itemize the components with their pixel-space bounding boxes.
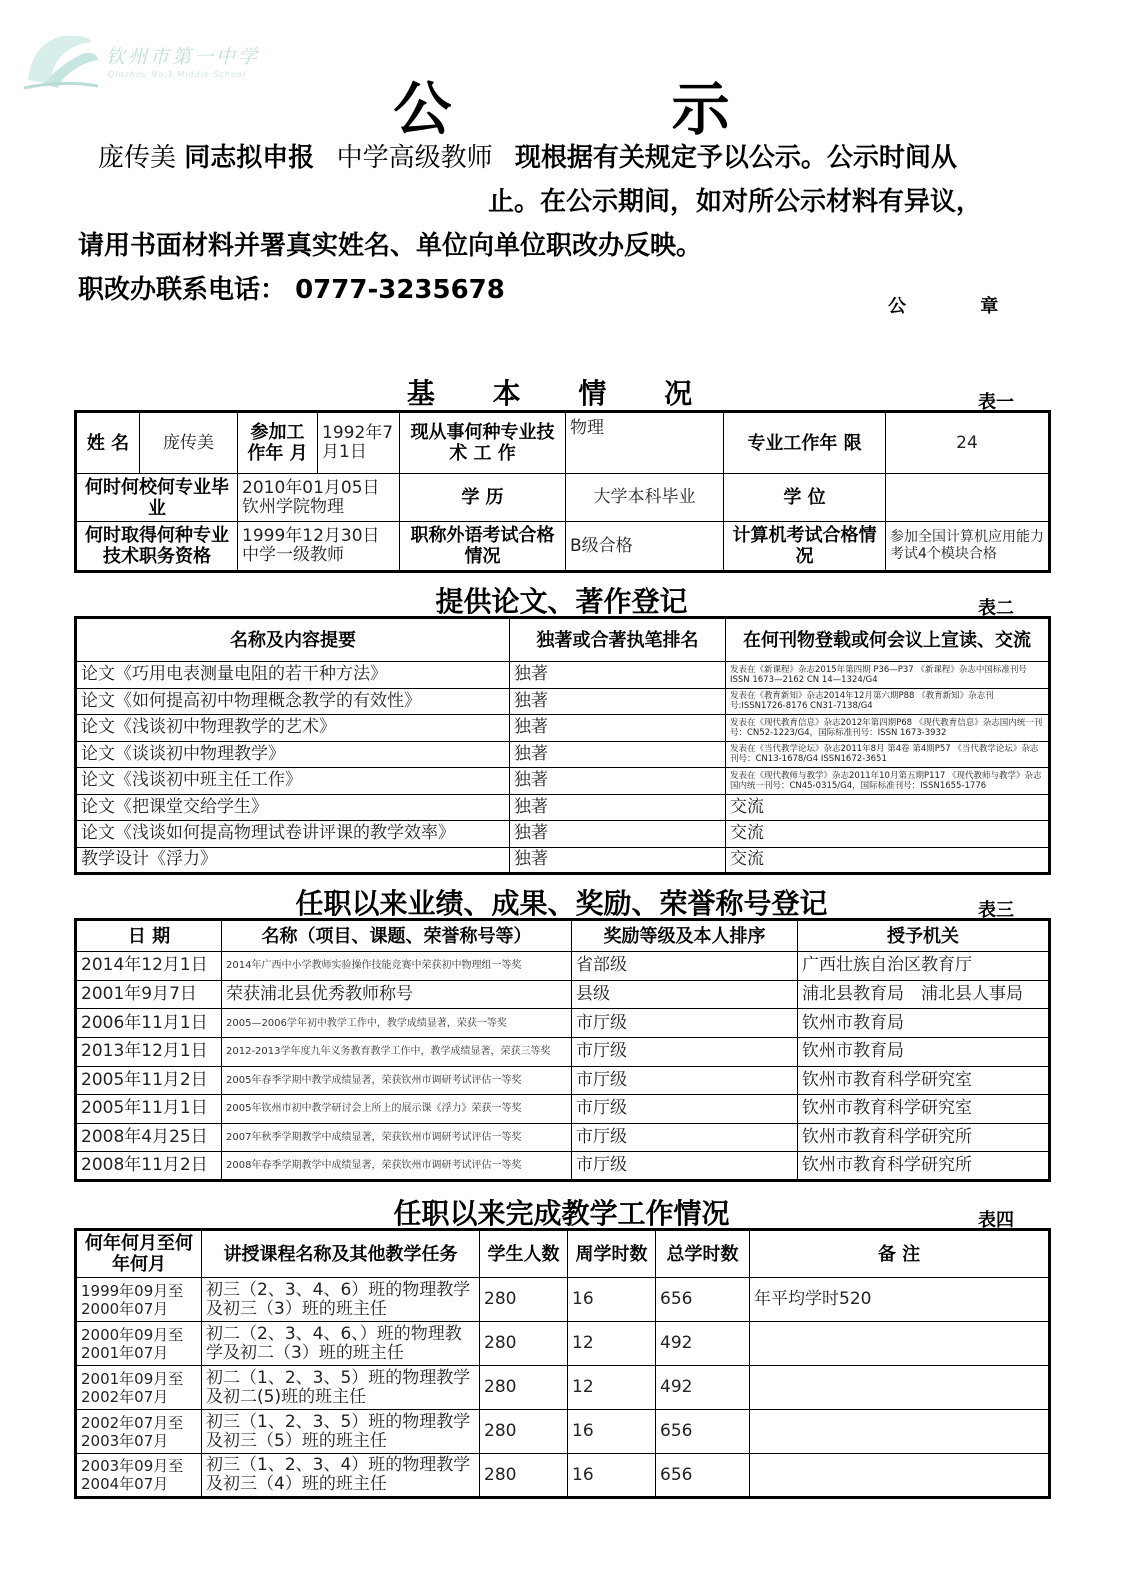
teaching-course: 初二（2、3、4、6、）班的物理教学及初二（3）班的班主任 <box>202 1322 480 1366</box>
header-period: 何年何月至何年何月 <box>76 1230 202 1278</box>
paper-authorship: 独著 <box>510 821 726 848</box>
teaching-total-hours: 492 <box>656 1366 750 1410</box>
value-work-years: 24 <box>886 412 1050 474</box>
award-level: 市厅级 <box>572 1009 798 1038</box>
award-name: 2014年广西中小学教师实验操作技能竞赛中荣获初中物理组一等奖 <box>222 952 572 981</box>
award-date: 2005年11月1日 <box>76 1095 222 1124</box>
award-authority: 钦州市教育科学研究室 <box>798 1095 1050 1124</box>
header-paper-name: 名称及内容提要 <box>76 618 510 662</box>
teaching-students: 280 <box>480 1366 568 1410</box>
teaching-period: 2002年07月至2003年07月 <box>76 1410 202 1454</box>
awards-table <box>74 918 1051 1182</box>
table-row <box>76 522 1050 572</box>
notice-line-4 <box>78 270 505 310</box>
notice-line-3: 请用书面材料并署真实姓名、单位向单位职改办反映。 <box>78 231 703 261</box>
teaching-remarks: 年平均学时520 <box>750 1278 1050 1322</box>
paper-publication: 交流 <box>726 847 1050 874</box>
label-graduation: 何时何校何专业毕 业 <box>76 474 238 522</box>
paper-title: 论文《如何提高初中物理概念教学的有效性》 <box>76 688 510 715</box>
teaching-weekly-hours: 12 <box>568 1322 656 1366</box>
value-name: 庞传美 <box>140 412 238 474</box>
phone-number: 0777-3235678 <box>295 275 505 305</box>
award-authority: 钦州市教育局 <box>798 1037 1050 1066</box>
award-name: 2005年钦州市初中教学研讨会上所上的展示课《浮力》荣获一等奖 <box>222 1095 572 1124</box>
teaching-students: 280 <box>480 1322 568 1366</box>
table-row <box>76 474 1050 522</box>
award-level: 市厅级 <box>572 1095 798 1124</box>
award-date: 2005年11月2日 <box>76 1066 222 1095</box>
paper-publication: 发表在《当代教学论坛》杂志2011年8月 第4卷 第4期P57 《当代教学论坛》杂志 刊号：CN13-1678/G4 ISSN1672-3651 <box>726 741 1050 768</box>
table-row <box>76 688 1050 715</box>
teaching-course: 初三（1、2、3、5）班的物理教学及初三（5）班的班主任 <box>202 1410 480 1454</box>
paper-publication: 发表在《教育新知》杂志2014年12月第六期P88 《教育新知》杂志刊号:ISSN1726-8176 CN31-7138/G4 <box>726 688 1050 715</box>
header-award-name: 名称（项目、课题、荣誉称号等） <box>222 920 572 952</box>
award-name: 荣获浦北县优秀教师称号 <box>222 980 572 1009</box>
table-row <box>76 1037 1050 1066</box>
notice-name: 庞传美 <box>98 143 177 173</box>
section1-tag: 表一 <box>978 392 1014 413</box>
teaching-course: 初三（2、3、4、6）班的物理教学及初三（3）班的班主任 <box>202 1278 480 1322</box>
header-award-level: 奖励等级及本人排序 <box>572 920 798 952</box>
teaching-total-hours: 656 <box>656 1454 750 1498</box>
award-name: 2005年春季学期中教学成绩显著，荣获钦州市调研考试评估一等奖 <box>222 1066 572 1095</box>
header-weekly-hours: 周学时数 <box>568 1230 656 1278</box>
section4-tag: 表四 <box>978 1210 1014 1231</box>
basic-info-table <box>74 410 1051 573</box>
paper-title: 论文《浅谈初中班主任工作》 <box>76 768 510 795</box>
table-row <box>76 662 1050 689</box>
table-row <box>76 412 1050 474</box>
header-date: 日 期 <box>76 920 222 952</box>
official-seal-label: 公 章 <box>888 296 1033 317</box>
table-row <box>76 794 1050 821</box>
teaching-remarks <box>750 1454 1050 1498</box>
teaching-weekly-hours: 16 <box>568 1410 656 1454</box>
paper-publication: 发表在《现代教师与教学》杂志2011年10月第五期P117 《现代教师与教学》杂志 国内统一刊号：CN45-0315/G4，国际标准刊号：ISSN1655-1776 <box>726 768 1050 795</box>
teaching-weekly-hours: 12 <box>568 1366 656 1410</box>
award-level: 市厅级 <box>572 1066 798 1095</box>
award-authority: 浦北县教育局 浦北县人事局 <box>798 980 1050 1009</box>
label-name: 姓 名 <box>76 412 140 474</box>
award-name: 2012-2013学年度九年义务教育教学工作中，教学成绩显著，荣获三等奖 <box>222 1037 572 1066</box>
award-date: 2013年12月1日 <box>76 1037 222 1066</box>
award-date: 2008年4月25日 <box>76 1123 222 1152</box>
award-authority: 广西壮族自治区教育厅 <box>798 952 1050 981</box>
logo-watermark-text: 钦州市第一中学 <box>106 46 261 68</box>
header-remarks: 备 注 <box>750 1230 1050 1278</box>
value-current-specialty: 物理 <box>566 412 724 474</box>
table-row <box>76 768 1050 795</box>
paper-authorship: 独著 <box>510 662 726 689</box>
award-date: 2006年11月1日 <box>76 1009 222 1038</box>
paper-title: 论文《巧用电表测量电阻的若干种方法》 <box>76 662 510 689</box>
page-title: 公 示 <box>393 75 830 143</box>
teaching-table <box>74 1228 1051 1499</box>
label-work-start: 参加工作年 月 <box>238 412 318 474</box>
award-authority: 钦州市教育科学研究所 <box>798 1123 1050 1152</box>
label-current-specialty: 现从事何种专业技 术 工 作 <box>400 412 566 474</box>
teaching-total-hours: 492 <box>656 1322 750 1366</box>
header-publication: 在何刊物登载或何会议上宣读、交流 <box>726 618 1050 662</box>
teaching-remarks <box>750 1322 1050 1366</box>
award-name: 2007年秋季学期教学中成绩显著，荣获钦州市调研考试评估一等奖 <box>222 1123 572 1152</box>
teaching-remarks <box>750 1410 1050 1454</box>
award-date: 2001年9月7日 <box>76 980 222 1009</box>
papers-table <box>74 616 1051 875</box>
paper-title: 教学设计《浮力》 <box>76 847 510 874</box>
award-level: 县级 <box>572 980 798 1009</box>
label-education: 学 历 <box>400 474 566 522</box>
paper-authorship: 独著 <box>510 741 726 768</box>
table-header-row <box>76 618 1050 662</box>
teaching-course: 初二（1、2、3、5）班的物理教学及初二(5)班的班主任 <box>202 1366 480 1410</box>
table-row <box>76 1410 1050 1454</box>
award-name: 2005—2006学年初中教学工作中，教学成绩显著，荣获一等奖 <box>222 1009 572 1038</box>
teaching-period: 1999年09月至2000年07月 <box>76 1278 202 1322</box>
section3-title: 任职以来业绩、成果、奖励、荣誉称号登记 <box>295 887 828 920</box>
value-qualification: 1999年12月30日中学一级教师 <box>238 522 400 572</box>
section3-tag: 表三 <box>978 900 1014 921</box>
paper-authorship: 独著 <box>510 688 726 715</box>
phone-label: 职改办联系电话： <box>78 275 287 305</box>
section1-title: 基 本 情 况 <box>406 377 717 410</box>
teaching-remarks <box>750 1366 1050 1410</box>
paper-authorship: 独著 <box>510 715 726 742</box>
paper-authorship: 独著 <box>510 768 726 795</box>
teaching-total-hours: 656 <box>656 1410 750 1454</box>
table-header-row <box>76 1230 1050 1278</box>
paper-publication: 发表在《现代教育信息》杂志2012年第四期P68 《现代教育信息》杂志国内统一刊号：CN52-1223/G4，国际标准刊号：ISSN 1673-3932 <box>726 715 1050 742</box>
value-work-start: 1992年7月1日 <box>318 412 400 474</box>
value-education: 大学本科毕业 <box>566 474 724 522</box>
table-row <box>76 1366 1050 1410</box>
paper-authorship: 独著 <box>510 794 726 821</box>
label-computer-exam: 计算机考试合格情况 <box>724 522 886 572</box>
header-authorship: 独著或合著执笔排名 <box>510 618 726 662</box>
table-row <box>76 1066 1050 1095</box>
paper-title: 论文《浅谈初中物理教学的艺术》 <box>76 715 510 742</box>
award-authority: 钦州市教育科学研究室 <box>798 1066 1050 1095</box>
label-foreign-language: 职称外语考试合格情况 <box>400 522 566 572</box>
table-row <box>76 741 1050 768</box>
section2-tag: 表二 <box>978 598 1014 619</box>
label-degree: 学 位 <box>724 474 886 522</box>
award-level: 省部级 <box>572 952 798 981</box>
award-level: 市厅级 <box>572 1123 798 1152</box>
table-header-row <box>76 920 1050 952</box>
teaching-total-hours: 656 <box>656 1278 750 1322</box>
notice-line-2: 止。在公示期间，如对所公示材料有异议， <box>488 187 983 217</box>
teaching-weekly-hours: 16 <box>568 1454 656 1498</box>
section4-title: 任职以来完成教学工作情况 <box>393 1197 730 1230</box>
teaching-period: 2000年09月至2001年07月 <box>76 1322 202 1366</box>
paper-publication: 交流 <box>726 794 1050 821</box>
label-qualification: 何时取得何种专业技术职务资格 <box>76 522 238 572</box>
value-degree <box>886 474 1050 522</box>
award-authority: 钦州市教育科学研究所 <box>798 1152 1050 1181</box>
value-graduation: 2010年01月05日钦州学院物理 <box>238 474 400 522</box>
value-computer-exam: 参加全国计算机应用能力考试4个模块合格 <box>886 522 1050 572</box>
award-name: 2008年春季学期教学中成绩显著，荣获钦州市调研考试评估一等奖 <box>222 1152 572 1181</box>
teaching-period: 2003年09月至2004年07月 <box>76 1454 202 1498</box>
header-total-hours: 总学时数 <box>656 1230 750 1278</box>
award-level: 市厅级 <box>572 1152 798 1181</box>
paper-title: 论文《把课堂交给学生》 <box>76 794 510 821</box>
award-level: 市厅级 <box>572 1037 798 1066</box>
logo-watermark-subtext: Qinzhou No.1 Middle School <box>108 70 246 79</box>
table-row <box>76 847 1050 874</box>
table-row <box>76 952 1050 981</box>
teaching-students: 280 <box>480 1410 568 1454</box>
table-row <box>76 715 1050 742</box>
paper-title: 论文《谈谈初中物理教学》 <box>76 741 510 768</box>
teaching-students: 280 <box>480 1454 568 1498</box>
table-row <box>76 1123 1050 1152</box>
award-date: 2008年11月2日 <box>76 1152 222 1181</box>
paper-authorship: 独著 <box>510 847 726 874</box>
paper-publication: 发表在《新课程》杂志2015年第四期 P36—P37 《新课程》杂志中国标准刊号ISSN 1673—2162 CN 14—1324/G4 <box>726 662 1050 689</box>
teaching-weekly-hours: 16 <box>568 1278 656 1322</box>
table-row <box>76 1095 1050 1124</box>
table-row <box>76 1009 1050 1038</box>
notice-text-rule: 现根据有关规定予以公示。公示时间从 <box>514 143 957 173</box>
table-row <box>76 1278 1050 1322</box>
header-granting-authority: 授予机关 <box>798 920 1050 952</box>
table-row <box>76 1454 1050 1498</box>
label-work-years: 专业工作年 限 <box>724 412 886 474</box>
notice-position: 中学高级教师 <box>336 143 493 173</box>
table-row <box>76 980 1050 1009</box>
header-course: 讲授课程名称及其他教学任务 <box>202 1230 480 1278</box>
teaching-course: 初三（1、2、3、4）班的物理教学及初三（4）班的班主任 <box>202 1454 480 1498</box>
table-row <box>76 1152 1050 1181</box>
teaching-period: 2001年09月至2002年07月 <box>76 1366 202 1410</box>
award-date: 2014年12月1日 <box>76 952 222 981</box>
section2-title: 提供论文、著作登记 <box>435 585 688 618</box>
table-row <box>76 1322 1050 1366</box>
paper-publication: 交流 <box>726 821 1050 848</box>
teaching-students: 280 <box>480 1278 568 1322</box>
notice-text-apply: 同志拟申报 <box>184 143 315 173</box>
header-students: 学生人数 <box>480 1230 568 1278</box>
paper-title: 论文《浅谈如何提高物理试卷讲评课的教学效率》 <box>76 821 510 848</box>
notice-line-1 <box>98 138 957 178</box>
award-authority: 钦州市教育局 <box>798 1009 1050 1038</box>
value-foreign-language: B级合格 <box>566 522 724 572</box>
table-row <box>76 821 1050 848</box>
